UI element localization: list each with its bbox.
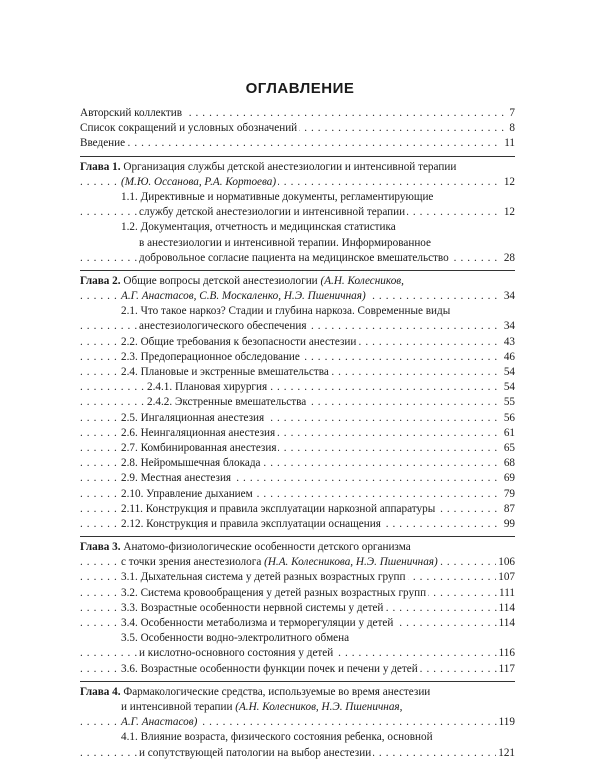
toc-section-4-1[interactable]: 4.1. Влияние возраста, физического состояния ребенка, основной . . . и сопутствующей патологии на выбор анестезии 121	[80, 730, 515, 760]
page-number: 116	[497, 646, 515, 661]
toc-section-3-5[interactable]: 3.5. Особенности водно-электролитного обмена . . . и кислотно-основного состояния у детей 116	[80, 631, 515, 661]
toc-chapter-1[interactable]: Глава 1. Организация службы детской анестезиологии и интенсивной терапии . . . (М.Ю. Оссанова, Р.А. Кортоева) 12	[80, 160, 515, 190]
toc-chapter-2[interactable]: Глава 2. Общие вопросы детской анестезиологии (А.Н. Колесников, . . . А.Г. Анастасов, С.В. Москаленко, Н.Э. Пшеничная) 34	[80, 274, 515, 304]
table-of-contents	[80, 106, 515, 761]
toc-section-2-12[interactable]: . . . 2.12. Конструкция и правила эксплуатации оснащения 99	[80, 517, 515, 532]
page-number: 111	[497, 586, 515, 601]
page-title: ОГЛАВЛЕНИЕ	[245, 80, 355, 97]
page-number: 114	[497, 601, 515, 616]
toc-section-2-6[interactable]: . . . 2.6. Неингаляционная анестезия 61	[80, 426, 515, 441]
toc-section-2-10[interactable]: . . . 2.10. Управление дыханием 79	[80, 487, 515, 502]
toc-section-2-4-1[interactable]: . . . 2.4.1. Плановая хирургия 54	[80, 380, 515, 395]
page-number: 65	[502, 441, 515, 456]
page-number: 79	[502, 487, 515, 502]
toc-section-2-5[interactable]: . . . 2.5. Ингаляционная анестезия 56	[80, 411, 515, 426]
divider	[80, 681, 515, 682]
toc-section-2-1[interactable]: 2.1. Что такое наркоз? Стадии и глубина наркоза. Современные виды . . . анестезиологического обеспечения 34	[80, 304, 515, 334]
page-number: 121	[496, 746, 515, 761]
page-number: 99	[502, 517, 515, 532]
page-number: 34	[502, 289, 515, 304]
page-number: 34	[502, 319, 515, 334]
page-number: 28	[502, 251, 515, 266]
page-number: 69	[502, 471, 515, 486]
toc-chapter-4[interactable]: Глава 4. Фармакологические средства, используемые во время анестезии и интенсивной терапии (А.Н. Колесников, Н.Э. Пшеничная, . . . А.Г. Анастасов) 119	[80, 685, 515, 731]
toc-section-3-4[interactable]: . . . 3.4. Особенности метаболизма и терморегуляции у детей 114	[80, 616, 515, 631]
toc-section-3-2[interactable]: . . . 3.2. Система кровообращения у детей разных возрастных групп 111	[80, 586, 515, 601]
toc-section-2-7[interactable]: . . . 2.7. Комбинированная анестезия 65	[80, 441, 515, 456]
toc-section-2-9[interactable]: . . . 2.9. Местная анестезия 69	[80, 471, 515, 486]
page-number: 61	[502, 426, 515, 441]
page-number: 12	[502, 205, 515, 220]
page-number: 8	[507, 121, 515, 136]
toc-section-2-2[interactable]: . . . 2.2. Общие требования к безопасности анестезии 43	[80, 335, 515, 350]
toc-section-2-3[interactable]: . . . 2.3. Предоперационное обследование 46	[80, 350, 515, 365]
page-number: 12	[502, 175, 515, 190]
toc-entry-introduction[interactable]: . . . Введение 11	[80, 136, 515, 151]
toc-section-3-3[interactable]: . . . 3.3. Возрастные особенности нервной системы у детей 114	[80, 601, 515, 616]
page-number: 46	[502, 350, 515, 365]
toc-section-2-4-2[interactable]: . . . 2.4.2. Экстренные вмешательства 55	[80, 395, 515, 410]
page-number: 117	[497, 662, 515, 677]
page-number: 56	[502, 411, 515, 426]
page-number: 87	[502, 502, 515, 517]
toc-entry-abbreviations[interactable]: . . . Список сокращений и условных обозначений 8	[80, 121, 515, 136]
page-number: 119	[497, 715, 515, 730]
page-number: 7	[507, 106, 515, 121]
page-number: 54	[502, 380, 515, 395]
toc-section-3-6[interactable]: . . . 3.6. Возрастные особенности функции почек и печени у детей 117	[80, 662, 515, 677]
page-number: 68	[502, 456, 515, 471]
divider	[80, 156, 515, 157]
toc-section-3-1[interactable]: . . . 3.1. Дыхательная система у детей разных возрастных групп 107	[80, 570, 515, 585]
page-number: 55	[502, 395, 515, 410]
toc-chapter-3[interactable]: Глава 3. Анатомо-физиологические особенности детского организма . . . с точки зрения анестезиолога (Н.А. Колесникова, Н.Э. Пшеничная) 106	[80, 540, 515, 570]
page-number: 11	[502, 136, 515, 151]
toc-section-2-4[interactable]: . . . 2.4. Плановые и экстренные вмешательства 54	[80, 365, 515, 380]
toc-entry-authors[interactable]: . . . Авторский коллектив 7	[80, 106, 515, 121]
page-number: 106	[496, 555, 515, 570]
divider	[80, 536, 515, 537]
toc-section-1-1[interactable]: 1.1. Директивные и нормативные документы, регламентирующие . . . службу детской анестезиологии и интенсивной терапии 12	[80, 190, 515, 220]
toc-section-2-11[interactable]: . . . 2.11. Конструкция и правила эксплуатации наркозной аппаратуры 87	[80, 502, 515, 517]
page-number: 107	[496, 570, 515, 585]
divider	[80, 270, 515, 271]
toc-section-1-2[interactable]: 1.2. Документация, отчетность и медицинская статистика в анестезиологии и интенсивной терапии. Информированное . . . добровольное согласие пациента на медицинское вмешательство 28	[80, 220, 515, 266]
page-number: 43	[502, 335, 515, 350]
toc-section-2-8[interactable]: . . . 2.8. Нейромышечная блокада 68	[80, 456, 515, 471]
page-number: 114	[497, 616, 515, 631]
page-number: 54	[502, 365, 515, 380]
